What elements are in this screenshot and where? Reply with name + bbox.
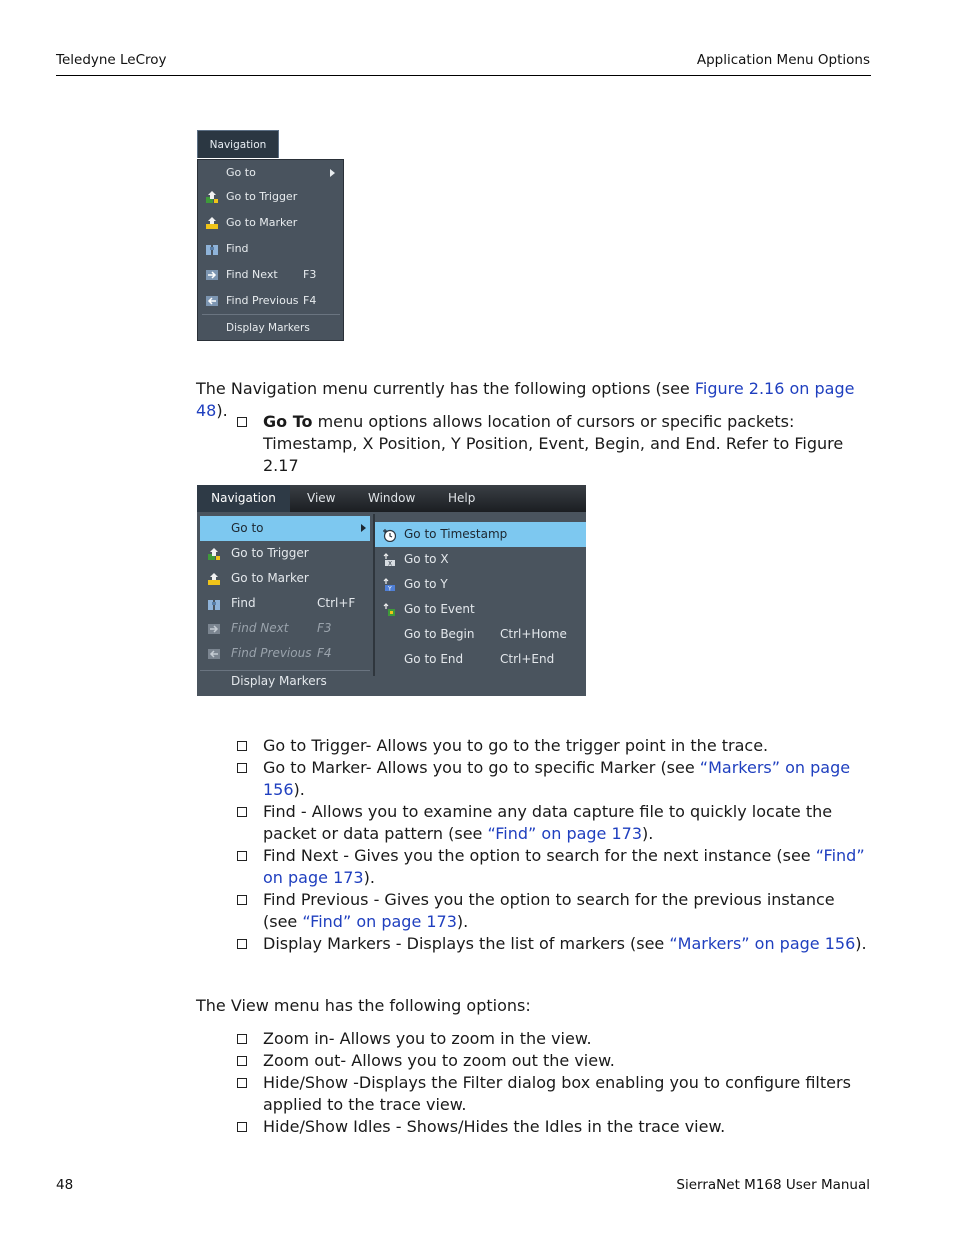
menu-item-label: Find (226, 242, 249, 255)
checkbox-bullet-icon (237, 807, 247, 817)
menu-item-go-to-marker[interactable] (200, 566, 370, 591)
markers-link[interactable]: “Markers” on page 156 (263, 758, 851, 799)
bullet-text-end: ). (855, 934, 867, 953)
bullet-bold-term: Go To (263, 412, 313, 431)
menu-item-label: Go to Trigger (226, 190, 298, 203)
menu-bar (197, 485, 586, 512)
list-item (237, 845, 869, 889)
submenu-item-go-to-begin[interactable] (375, 622, 586, 647)
menu-item-label: Go to Trigger (231, 546, 309, 560)
menu-item-label: Find Previous (226, 294, 299, 307)
trigger-icon (207, 547, 221, 561)
goto-submenu (373, 514, 586, 676)
checkbox-bullet-icon (237, 741, 247, 751)
header-divider (56, 75, 871, 76)
list-item (237, 1072, 869, 1116)
checkbox-bullet-icon (237, 1034, 247, 1044)
menu-item-label: Go to Marker (226, 216, 298, 229)
menu-item-label: Go to Timestamp (404, 527, 508, 541)
bullet-text: menu options allows location of cursors or specific packets: Timestamp, X Position, Y Position, Event, Begin, and End. Refer to Figure 2.17 (263, 412, 844, 475)
navigation-goto-submenu-screenshot (197, 485, 586, 696)
menubar-window[interactable]: Window (368, 491, 416, 505)
find-link[interactable]: “Find” on page 173 (487, 824, 643, 843)
trigger-icon (205, 190, 219, 204)
menu-item-display-markers[interactable] (200, 669, 370, 694)
bullet-text-end: ). (293, 780, 305, 799)
menu-item-label: Go to X (404, 552, 449, 566)
bullet-text: Find - Allows you to examine any data capture file to quickly locate the packet or data pattern (see (263, 802, 833, 843)
menubar-help[interactable]: Help (448, 491, 476, 505)
submenu-item-go-to-y[interactable] (375, 572, 586, 597)
bullet-text: Go to Trigger- Allows you to go to the trigger point in the trace. (263, 736, 769, 755)
menu-item-label: Go to Marker (231, 571, 309, 585)
submenu-arrow-icon (330, 169, 335, 177)
bullet-text: Hide/Show Idles - Shows/Hides the Idles in the trace view. (263, 1117, 726, 1136)
list-item (237, 1028, 869, 1050)
checkbox-bullet-icon (237, 1078, 247, 1088)
find-previous-icon (205, 294, 219, 308)
list-item (237, 933, 869, 955)
bullet-text: Find Previous - Gives you the option to search for the previous instance (see (263, 890, 835, 931)
menu-item-go-to-marker[interactable] (198, 210, 343, 236)
binoculars-icon (205, 242, 219, 256)
navigation-menu-tab[interactable]: Navigation (197, 130, 279, 158)
checkbox-bullet-icon (237, 763, 247, 773)
menu-item-find-previous[interactable] (198, 288, 343, 314)
menu-item-label: Find Previous (231, 646, 312, 660)
menu-item-display-markers[interactable] (198, 315, 343, 341)
checkbox-bullet-icon (237, 1056, 247, 1066)
menu-item-label: Find (231, 596, 256, 610)
list-item (237, 889, 869, 933)
bullet-text: Zoom out- Allows you to zoom out the view. (263, 1051, 615, 1070)
menubar-navigation[interactable]: Navigation (197, 485, 290, 512)
checkbox-bullet-icon (237, 895, 247, 905)
marker-icon (205, 216, 219, 230)
bullet-text: Display Markers - Displays the list of markers (see (263, 934, 670, 953)
view-options-list (237, 1028, 869, 1138)
page-number: 48 (56, 1177, 74, 1193)
find-link[interactable]: “Find” on page 173 (263, 846, 865, 887)
menu-item-shortcut: F4 (303, 294, 317, 307)
bullet-text: Zoom in- Allows you to zoom in the view. (263, 1029, 592, 1048)
menu-item-shortcut: F4 (317, 646, 332, 660)
clock-icon (382, 528, 396, 542)
goto-bullet-list (237, 411, 869, 477)
checkbox-bullet-icon (237, 939, 247, 949)
menu-item-find[interactable] (198, 236, 343, 262)
marker-icon (207, 572, 221, 586)
checkbox-bullet-icon (237, 851, 247, 861)
footer-manual-title: SierraNet M168 User Manual (676, 1177, 870, 1193)
svg-text:X: X (388, 560, 393, 567)
navigation-menu-screenshot (197, 130, 345, 341)
bullet-text-end: ). (456, 912, 469, 931)
menu-item-shortcut: Ctrl+F (317, 596, 356, 610)
header-section-title: Application Menu Options (696, 52, 870, 68)
find-next-icon (205, 268, 219, 282)
view-intro-paragraph: The View menu has the following options: (196, 996, 531, 1015)
menu-item-shortcut: F3 (303, 268, 317, 281)
menu-item-shortcut: F3 (317, 621, 332, 635)
find-link[interactable]: “Find” on page 173 (302, 912, 457, 931)
menu-item-go-to[interactable] (198, 160, 343, 186)
menu-item-label: Go to (231, 521, 264, 535)
navigation-dropdown (197, 159, 344, 341)
menu-item-label: Go to Event (404, 602, 475, 616)
menu-item-label: Find Next (231, 621, 289, 635)
list-item (237, 411, 869, 477)
svg-text:Y: Y (388, 585, 392, 592)
checkbox-bullet-icon (237, 417, 247, 427)
submenu-item-go-to-end[interactable] (375, 647, 586, 672)
submenu-item-go-to-x[interactable] (375, 547, 586, 572)
menu-item-label: Go to (226, 166, 256, 179)
menu-item-label: Display Markers (231, 674, 327, 688)
menu-item-go-to-trigger[interactable] (198, 184, 343, 210)
menu-item-find[interactable] (200, 591, 370, 616)
list-item (237, 1116, 869, 1138)
submenu-item-go-to-timestamp[interactable] (375, 522, 586, 547)
menu-item-find-next (200, 616, 370, 641)
bullet-text-end: ). (642, 824, 654, 843)
menu-item-label: Display Markers (226, 322, 310, 334)
bullet-text: Go to Marker- Allows you to go to specific Marker (see (263, 758, 700, 777)
bullet-text-end: ). (363, 868, 375, 887)
intro-text-end: ). (216, 401, 228, 420)
submenu-item-go-to-event[interactable] (375, 597, 586, 622)
checkbox-bullet-icon (237, 1122, 247, 1132)
navigation-dropdown (197, 514, 373, 696)
bullet-text: Hide/Show -Displays the Filter dialog box enabling you to configure filters applied to the trace view. (263, 1073, 851, 1114)
bullet-text: Find Next - Gives you the option to search for the next instance (see (263, 846, 816, 865)
menu-item-go-to[interactable] (200, 516, 370, 541)
binoculars-icon (207, 597, 221, 611)
list-item (237, 801, 869, 845)
menu-item-label: Go to Y (404, 577, 448, 591)
menu-item-label: Go to Begin (404, 627, 475, 641)
markers-link[interactable]: “Markers” on page 156 (669, 934, 856, 953)
menu-item-label: Find Next (226, 268, 278, 281)
list-item (237, 757, 869, 801)
go-to-x-icon (382, 553, 396, 567)
menu-item-find-next[interactable] (198, 262, 343, 288)
header-company: Teledyne LeCroy (56, 52, 167, 68)
navigation-options-list (237, 735, 869, 955)
figure-link[interactable]: Figure 2.16 on page 48 (196, 379, 855, 420)
find-next-icon (207, 622, 221, 636)
menu-item-go-to-trigger[interactable] (200, 541, 370, 566)
menubar-view[interactable]: View (307, 491, 336, 505)
list-item (237, 1050, 869, 1072)
go-to-y-icon (382, 578, 396, 592)
intro-text: The Navigation menu currently has the following options (see (196, 379, 695, 398)
menu-item-label: Go to End (404, 652, 464, 666)
event-icon (382, 603, 396, 617)
list-item (237, 735, 869, 757)
menu-item-shortcut: Ctrl+Home (500, 627, 567, 641)
menu-item-shortcut: Ctrl+End (500, 652, 555, 666)
find-previous-icon (207, 647, 221, 661)
menu-item-find-previous (200, 641, 370, 666)
submenu-arrow-icon (361, 524, 366, 532)
